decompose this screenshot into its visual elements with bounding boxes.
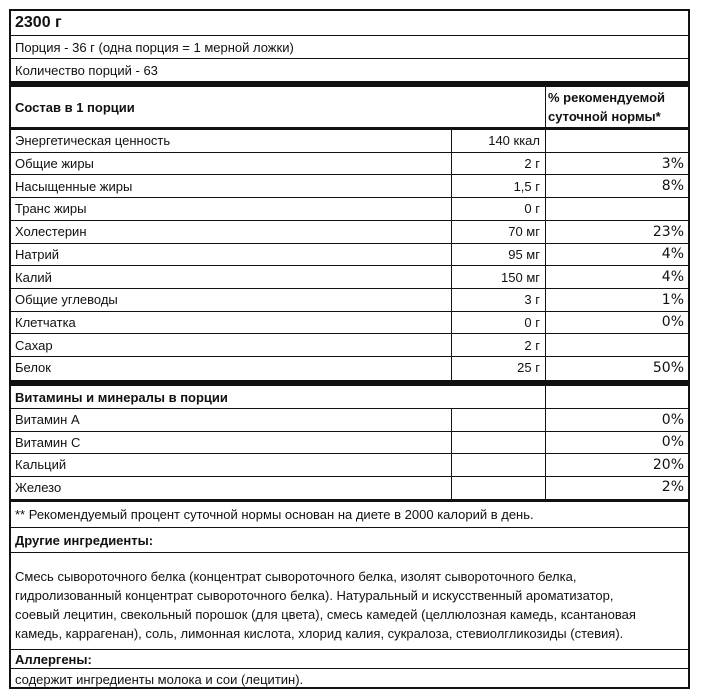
allergens-row [11,669,688,689]
composition-title: Состав в 1 порции [15,99,135,115]
ingredients-line: камедь, каррагенан), соль, лимонная кислота, хлорид калия, сукралоза, стевиолгликозиды (стевия). [15,626,624,641]
nutrient-name: Сахар [15,337,53,353]
table-row [11,409,688,431]
nutrient-name: Витамин А [15,412,80,428]
nutrient-amount: 1,5 г [513,178,540,194]
nutrient-amount: 70 мг [508,224,540,240]
nutrient-name: Витамин С [15,434,81,450]
nutrient-amount [452,477,545,499]
ingredients-text [15,567,636,643]
nutrient-amount: 0 г [524,314,540,330]
nutrient-daily-value: 1% [661,291,684,308]
table-row [11,198,688,220]
nutrient-name: Энергетическая ценность [15,133,171,149]
nutrient-daily-value: 4% [661,269,684,286]
nutrient-daily-value: 8% [661,178,684,195]
nutrient-daily-value: 50% [652,359,684,376]
weight-row [11,11,688,35]
table-row [11,153,688,175]
table-row [11,244,688,266]
net-weight: 2300 г [15,14,62,31]
nutrient-daily-value: 0% [661,411,684,428]
serving-size: Порция - 36 г (одна порция = 1 мерной ложки) [15,39,294,55]
nutrient-name: Кальций [15,457,67,473]
table-row [11,357,688,379]
vitamins-title: Витамины и минералы в порции [15,389,228,405]
nutrient-name: Насыщенные жиры [15,178,133,194]
nutrient-daily-value [546,130,688,152]
ingredients-header [11,528,688,552]
serving-row [11,36,688,58]
nutrient-daily-value: 0% [661,314,684,331]
table-row [11,175,688,197]
nutrient-amount [452,409,545,431]
footnote-row [11,502,688,527]
vitamins-header [11,386,688,408]
table-row [11,334,688,356]
nutrient-name: Железо [15,479,62,495]
nutrient-name: Транс жиры [15,201,87,217]
composition-header [11,87,688,127]
allergens-text: содержит ингредиенты молока и сои (лецитин). [15,671,304,687]
servings-count: Количество порций - 63 [15,62,158,78]
nutrient-amount: 3 г [524,292,540,308]
nutrient-name: Белок [15,360,51,376]
nutrient-name: Холестерин [15,224,87,240]
nutrient-amount: 2 г [524,337,540,353]
allergens-title: Аллергены: [15,651,92,667]
allergens-header [11,650,688,668]
nutrient-daily-value: 2% [661,479,684,496]
nutrient-name: Натрий [15,246,60,262]
nutrient-daily-value: 0% [661,434,684,451]
nutrient-daily-value: 3% [661,155,684,172]
nutrient-amount: 25 г [517,360,540,376]
servings-count-row [11,59,688,81]
nutrient-amount [452,432,545,454]
nutrient-daily-value [546,334,688,356]
nutrient-daily-value: 20% [652,456,684,473]
table-row [11,477,688,499]
table-row [11,454,688,476]
nutrient-amount: 2 г [524,156,540,172]
ingredients-line: соевый лецитин, свекольный порошок (для цвета), смесь камедей (целлюлозная камедь, ксантановая [15,607,636,622]
table-row [11,130,688,152]
ingredients-line: гидролизованный концентрат сывороточного белка). Натуральный и искусственный ароматизатор, [15,588,614,603]
nutrient-daily-value [546,198,688,220]
nutrient-amount: 0 г [524,201,540,217]
ingredients-title: Другие ингредиенты: [15,532,154,548]
ingredients-body [11,553,688,649]
nutrient-daily-value: 23% [652,223,684,240]
nutrient-name: Калий [15,269,52,285]
nutrient-name: Общие углеводы [15,292,118,308]
table-row [11,266,688,288]
ingredients-line: Смесь сывороточного белка (концентрат сывороточного белка, изолят сывороточного белка, [15,569,577,584]
nutrient-name: Клетчатка [15,314,76,330]
nutrition-facts-table [9,9,690,689]
nutrient-name: Общие жиры [15,156,94,172]
nutrient-amount [452,454,545,476]
nutrient-amount: 140 ккал [488,133,540,149]
nutrient-amount: 150 мг [501,269,540,285]
dv-header-line1: % рекомендуемой [548,90,666,105]
table-row [11,221,688,243]
table-row [11,289,688,311]
dv-header-line2: суточной нормы* [548,109,661,124]
table-row [11,432,688,454]
nutrient-daily-value: 4% [661,246,684,263]
footnote: ** Рекомендуемый процент суточной нормы основан на диете в 2000 калорий в день. [15,507,534,522]
dv-header [546,87,688,127]
nutrient-amount: 95 мг [508,246,540,262]
table-row [11,312,688,334]
